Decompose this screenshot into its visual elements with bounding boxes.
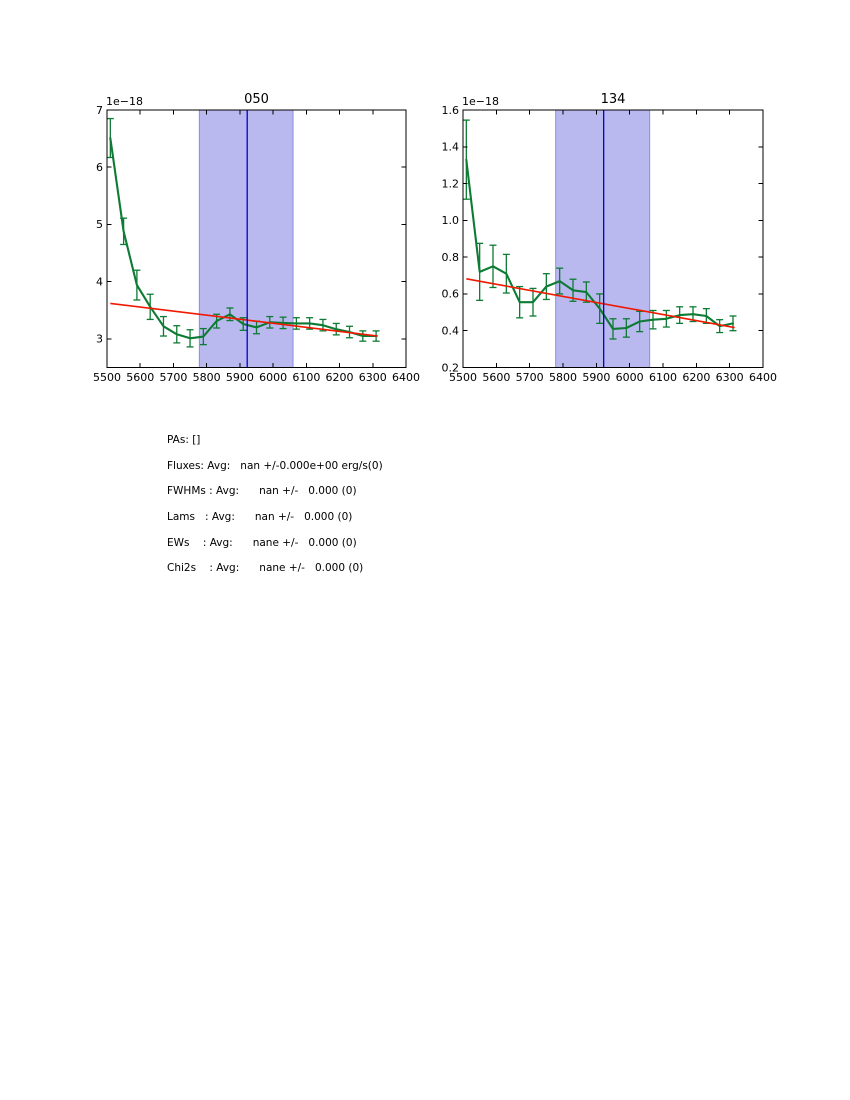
- svg-text:5900: 5900: [225, 371, 254, 384]
- plot-title: 134: [600, 92, 626, 107]
- svg-text:6000: 6000: [615, 371, 644, 384]
- fit-window-band: [556, 110, 650, 368]
- svg-text:6300: 6300: [358, 371, 387, 384]
- svg-text:1.4: 1.4: [441, 140, 459, 154]
- svg-text:1.2: 1.2: [441, 177, 459, 191]
- y-tick-labels: [96, 104, 103, 346]
- stats-line-lams: Lams : Avg: nan +/- 0.000 (0): [167, 511, 353, 524]
- svg-text:0.6: 0.6: [441, 287, 459, 301]
- plot-134: [396, 83, 786, 393]
- svg-text:6400: 6400: [749, 371, 777, 384]
- svg-text:0.2: 0.2: [441, 361, 459, 375]
- stats-line-ews: EWs : Avg: nane +/- 0.000 (0): [167, 536, 357, 549]
- stats-line-fwhms: FWHMs : Avg: nan +/- 0.000 (0): [167, 485, 357, 498]
- svg-text:1.0: 1.0: [441, 214, 459, 228]
- plot-050: [40, 83, 430, 393]
- svg-text:5700: 5700: [159, 371, 188, 384]
- svg-text:7: 7: [96, 103, 103, 117]
- svg-text:6200: 6200: [325, 371, 354, 384]
- y-axis-offset-label: 1e−18: [106, 95, 143, 108]
- stats-line-chi2s: Chi2s : Avg: nane +/- 0.000 (0): [167, 562, 364, 575]
- svg-text:5800: 5800: [192, 371, 221, 384]
- svg-text:5500: 5500: [449, 371, 477, 384]
- svg-text:6100: 6100: [292, 371, 321, 384]
- svg-text:6: 6: [96, 161, 103, 175]
- fit-statistics-block: [167, 434, 383, 588]
- stats-line-pas: PAs: []: [167, 434, 201, 446]
- svg-text:0.8: 0.8: [441, 250, 459, 264]
- y-axis-offset-label: 1e−18: [462, 95, 499, 108]
- svg-text:5800: 5800: [549, 371, 577, 384]
- svg-text:1.6: 1.6: [441, 103, 459, 117]
- svg-text:6000: 6000: [259, 371, 288, 384]
- svg-text:6300: 6300: [715, 371, 744, 384]
- plot-title: 050: [244, 92, 269, 107]
- x-tick-labels: [93, 371, 420, 384]
- svg-text:3: 3: [96, 332, 103, 346]
- svg-text:6100: 6100: [649, 371, 677, 384]
- stats-line-fluxes: Fluxes: Avg: nan +/-0.000e+00 erg/s(0): [167, 459, 383, 472]
- fit-window-band: [199, 110, 293, 368]
- svg-text:6200: 6200: [682, 371, 711, 384]
- x-tick-labels: [449, 371, 777, 384]
- svg-text:5700: 5700: [515, 371, 544, 384]
- svg-text:5500: 5500: [93, 371, 121, 384]
- svg-text:5600: 5600: [126, 371, 155, 384]
- svg-text:5: 5: [96, 218, 103, 232]
- svg-text:6400: 6400: [392, 371, 420, 384]
- svg-text:5900: 5900: [582, 371, 611, 384]
- svg-text:0.4: 0.4: [441, 324, 459, 338]
- svg-text:5600: 5600: [482, 371, 511, 384]
- y-tick-labels: [442, 104, 460, 375]
- svg-text:4: 4: [96, 275, 103, 289]
